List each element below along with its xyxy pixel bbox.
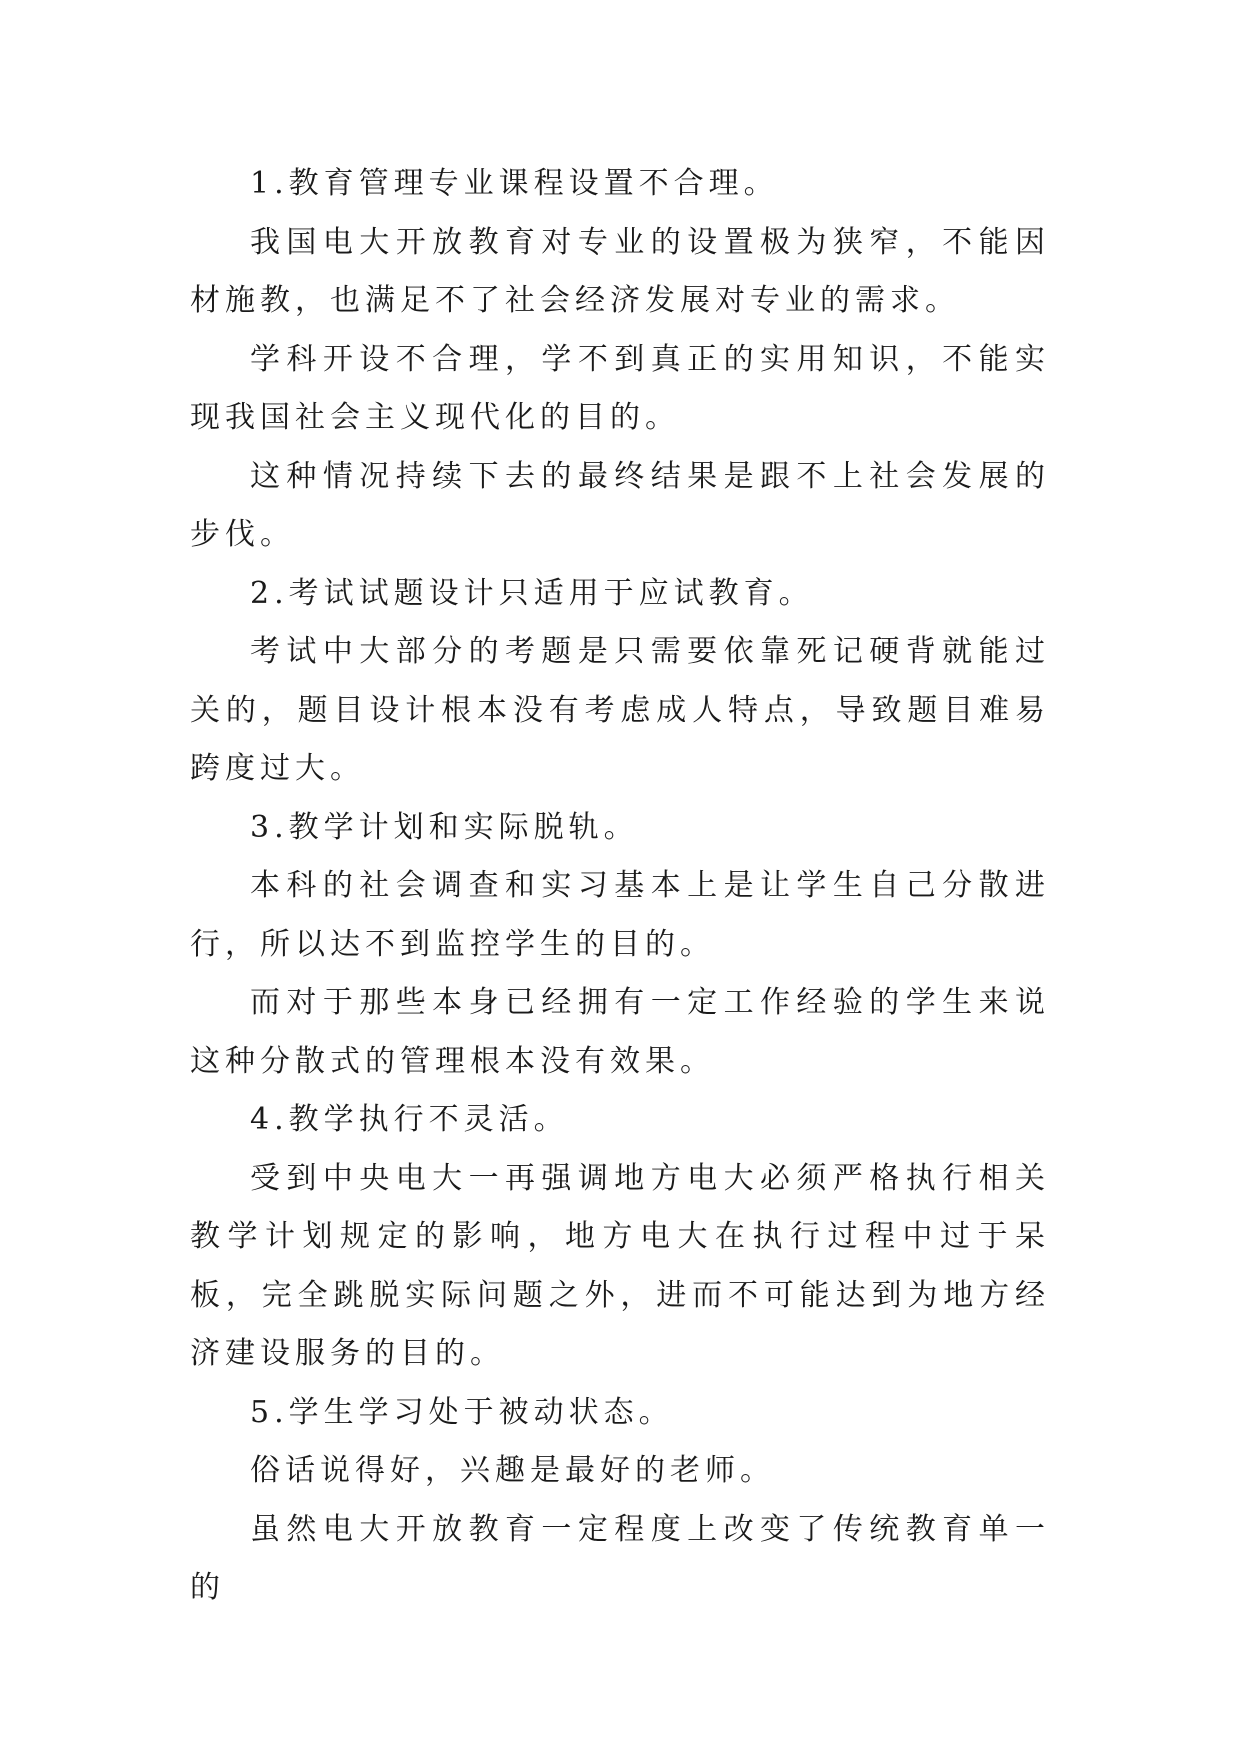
paragraph: 俗话说得好，兴趣是最好的老师。: [250, 1453, 775, 1488]
paragraph: 我国电大开放教育对专业的设置极为狭窄，不能因材施教，也满足不了社会经济发展对专业的需求。: [190, 224, 1050, 318]
paragraph: 本科的社会调查和实习基本上是让学生自己分散进行，所以达不到监控学生的目的。: [190, 868, 1050, 962]
document-body: [190, 155, 1050, 1618]
paragraph: 这种情况持续下去的最终结果是跟不上社会发展的步伐。: [190, 458, 1050, 552]
paragraph: 而对于那些本身已经拥有一定工作经验的学生来说这种分散式的管理根本没有效果。: [190, 985, 1050, 1079]
heading-2-exam-design: 2.考试试题设计只适用于应试教育。: [250, 575, 814, 611]
heading-4-execution: 4.教学执行不灵活。: [250, 1102, 569, 1137]
paragraph: 虽然电大开放教育一定程度上改变了传统教育单一的: [190, 1511, 1050, 1605]
paragraph: 考试中大部分的考题是只需要依靠死记硬背就能过关的，题目设计根本没有考虑成人特点，导致题目难易跨度过大。: [190, 634, 1050, 786]
heading-5-passive-learning: 5.学生学习处于被动状态。: [250, 1394, 674, 1430]
paragraph: 受到中央电大一再强调地方电大必须严格执行相关教学计划规定的影响，地方电大在执行过程中过于呆板，完全跳脱实际问题之外，进而不可能达到为地方经济建设服务的目的。: [190, 1160, 1050, 1371]
heading-1-curriculum: 1.教育管理专业课程设置不合理。: [250, 166, 779, 201]
paragraph: 学科开设不合理，学不到真正的实用知识，不能实现我国社会主义现代化的目的。: [190, 341, 1050, 435]
heading-3-teaching-plan: 3.教学计划和实际脱轨。: [250, 809, 639, 845]
